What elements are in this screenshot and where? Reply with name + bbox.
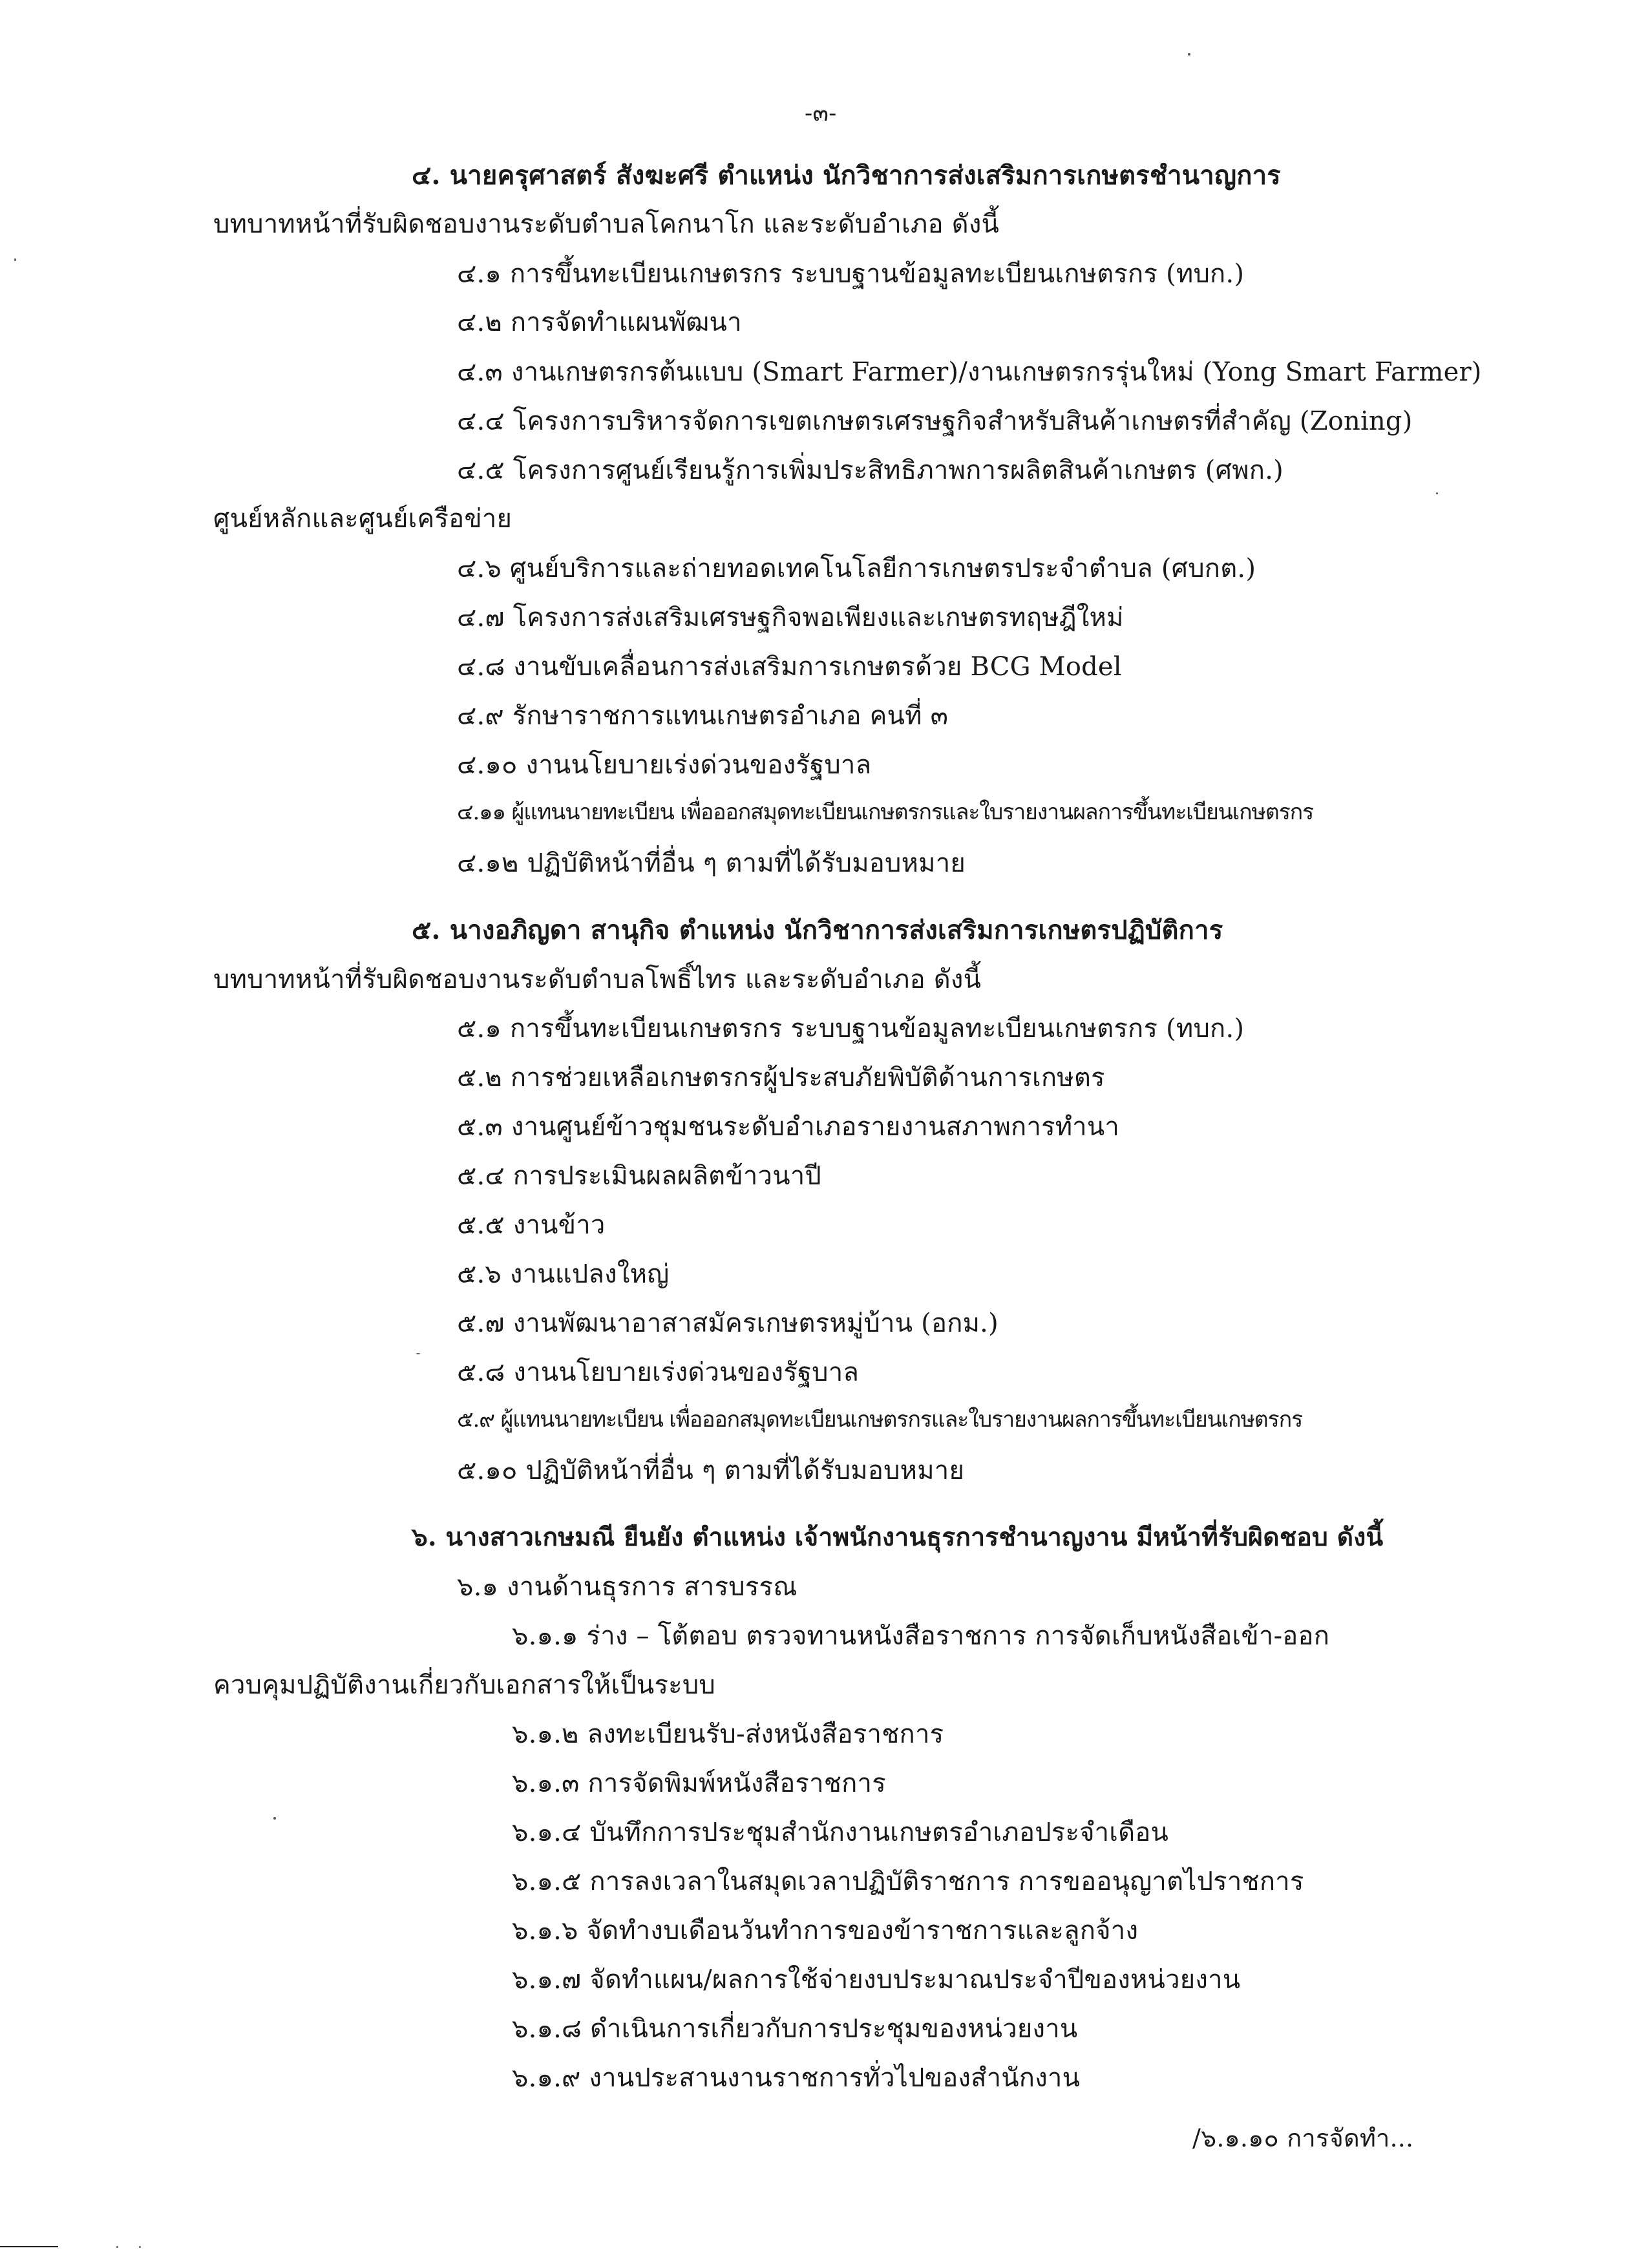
list-item: ๔.๘ งานขับเคลื่อนการส่งเสริมการเกษตรด้วย BCG Model xyxy=(457,652,1122,682)
list-item: ๔.๑๑ ผู้แทนนายทะเบียน เพื่อออกสมุดทะเบียนเกษตรกรและใบรายงานผลการขึ้นทะเบียนเกษตรกร xyxy=(457,799,1314,825)
section-6-subheading: ๖.๑ งานด้านธุรการ สารบรรณ xyxy=(457,1572,798,1602)
list-item: ๖.๑.๘ ดำเนินการเกี่ยวกับการประชุมของหน่วยงาน xyxy=(512,2014,1078,2044)
list-item: ๔.๖ ศูนย์บริการและถ่ายทอดเทคโนโลยีการเกษตรประจำตำบล (ศบกต.) xyxy=(457,554,1256,583)
list-item: ๖.๑.๗ จัดทำแผน/ผลการใช้จ่ายงบประมาณประจำปีของหน่วยงาน xyxy=(512,1965,1241,1995)
list-item: ๕.๓ งานศูนย์ข้าวชุมชนระดับอำเภอรายงานสภาพการทำนา xyxy=(457,1112,1120,1142)
list-item: ๔.๑๐ งานนโยบายเร่งด่วนของรัฐบาล xyxy=(457,750,872,780)
page-number: -๓- xyxy=(805,100,837,127)
list-item: ๕.๗ งานพัฒนาอาสาสมัครเกษตรหมู่บ้าน (อกม.) xyxy=(457,1308,998,1338)
list-item-continuation: ศูนย์หลักและศูนย์เครือข่าย xyxy=(213,504,512,534)
section-5-intro: บทบาทหน้าที่รับผิดชอบงานระดับตำบลโพธิ์ไทร และระดับอำเภอ ดังนี้ xyxy=(213,965,982,994)
list-item: ๔.๒ การจัดทำแผนพัฒนา xyxy=(457,308,742,337)
scan-speck xyxy=(416,1353,420,1354)
list-item: ๖.๑.๙ งานประสานงานราชการทั่วไปของสำนักงาน xyxy=(512,2063,1081,2093)
list-item: ๕.๒ การช่วยเหลือเกษตรกรผู้ประสบภัยพิบัติด้านการเกษตร xyxy=(457,1063,1105,1093)
list-item: ๖.๑.๖ จัดทำงบเดือนวันทำการของข้าราชการและลูกจ้าง xyxy=(512,1916,1139,1946)
list-item-continuation: ควบคุมปฏิบัติงานเกี่ยวกับเอกสารให้เป็นระบบ xyxy=(213,1670,716,1700)
scan-speck xyxy=(116,2246,118,2248)
list-item: ๔.๕ โครงการศูนย์เรียนรู้การเพิ่มประสิทธิภาพการผลิตสินค้าเกษตร (ศพก.) xyxy=(457,456,1284,485)
list-item: ๕.๕ งานข้าว xyxy=(457,1210,606,1240)
continuation-reference: /๖.๑.๑๐ การจัดทำ... xyxy=(1192,2124,1414,2152)
scan-speck xyxy=(273,1817,276,1820)
section-5-heading: ๕. นางอภิญดา สานุกิจ ตำแหน่ง นักวิชาการส่งเสริมการเกษตรปฏิบัติการ xyxy=(412,915,1223,945)
section-6-heading: ๖. นางสาวเกษมณี ยืนยัง ตำแหน่ง เจ้าพนักงานธุรการชำนาญงาน มีหน้าที่รับผิดชอบ ดังนี้ xyxy=(412,1522,1384,1552)
scan-speck xyxy=(1436,492,1438,494)
list-item: ๖.๑.๒ ลงทะเบียนรับ-ส่งหนังสือราชการ xyxy=(512,1719,944,1749)
scan-speck xyxy=(1188,53,1190,56)
list-item: ๔.๑๒ ปฏิบัติหน้าที่อื่น ๆ ตามที่ได้รับมอบหมาย xyxy=(457,848,966,878)
scan-speck xyxy=(14,258,16,261)
list-item: ๕.๘ งานนโยบายเร่งด่วนของรัฐบาล xyxy=(457,1358,860,1387)
list-item: ๖.๑.๔ บันทึกการประชุมสำนักงานเกษตรอำเภอประจำเดือน xyxy=(512,1818,1169,1847)
list-item: ๖.๑.๕ การลงเวลาในสมุดเวลาปฏิบัติราชการ การขออนุญาตไปราชการ xyxy=(512,1867,1304,1896)
list-item: ๖.๑.๓ การจัดพิมพ์หนังสือราชการ xyxy=(512,1769,886,1798)
list-item: ๔.๗ โครงการส่งเสริมเศรษฐกิจพอเพียงและเกษตรทฤษฎีใหม่ xyxy=(457,603,1124,633)
list-item: ๖.๑.๑ ร่าง – โต้ตอบ ตรวจทานหนังสือราชการ การจัดเก็บหนังสือเข้า-ออก xyxy=(512,1621,1330,1651)
list-item: ๔.๙ รักษาราชการแทนเกษตรอำเภอ คนที่ ๓ xyxy=(457,701,949,731)
scan-edge-mark xyxy=(0,2246,58,2247)
section-4-heading: ๔. นายครุศาสตร์ สังฆะศรี ตำแหน่ง นักวิชาการส่งเสริมการเกษตรชำนาญการ xyxy=(412,160,1281,191)
list-item: ๔.๑ การขึ้นทะเบียนเกษตรกร ระบบฐานข้อมูลทะเบียนเกษตรกร (ทบก.) xyxy=(457,259,1245,289)
list-item: ๕.๑ การขึ้นทะเบียนเกษตรกร ระบบฐานข้อมูลทะเบียนเกษตรกร (ทบก.) xyxy=(457,1014,1245,1044)
list-item: ๔.๔ โครงการบริหารจัดการเขตเกษตรเศรษฐกิจสำหรับสินค้าเกษตรที่สำคัญ (Zoning) xyxy=(457,406,1413,436)
section-4-intro: บทบาทหน้าที่รับผิดชอบงานระดับตำบลโคกนาโก และระดับอำเภอ ดังนี้ xyxy=(213,209,1000,239)
list-item: ๕.๔ การประเมินผลผลิตข้าวนาปี xyxy=(457,1161,822,1191)
list-item: ๔.๓ งานเกษตรกรต้นแบบ (Smart Farmer)/งานเกษตรกรรุ่นใหม่ (Yong Smart Farmer) xyxy=(457,357,1482,387)
scan-speck xyxy=(139,2246,141,2248)
list-item: ๕.๖ งานแปลงใหญ่ xyxy=(457,1259,670,1289)
list-item: ๕.๑๐ ปฏิบัติหน้าที่อื่น ๆ ตามที่ได้รับมอบหมาย xyxy=(457,1456,965,1486)
list-item: ๕.๙ ผู้แทนนายทะเบียน เพื่อออกสมุดทะเบียนเกษตรกรและใบรายงานผลการขึ้นทะเบียนเกษตรกร xyxy=(457,1407,1303,1433)
